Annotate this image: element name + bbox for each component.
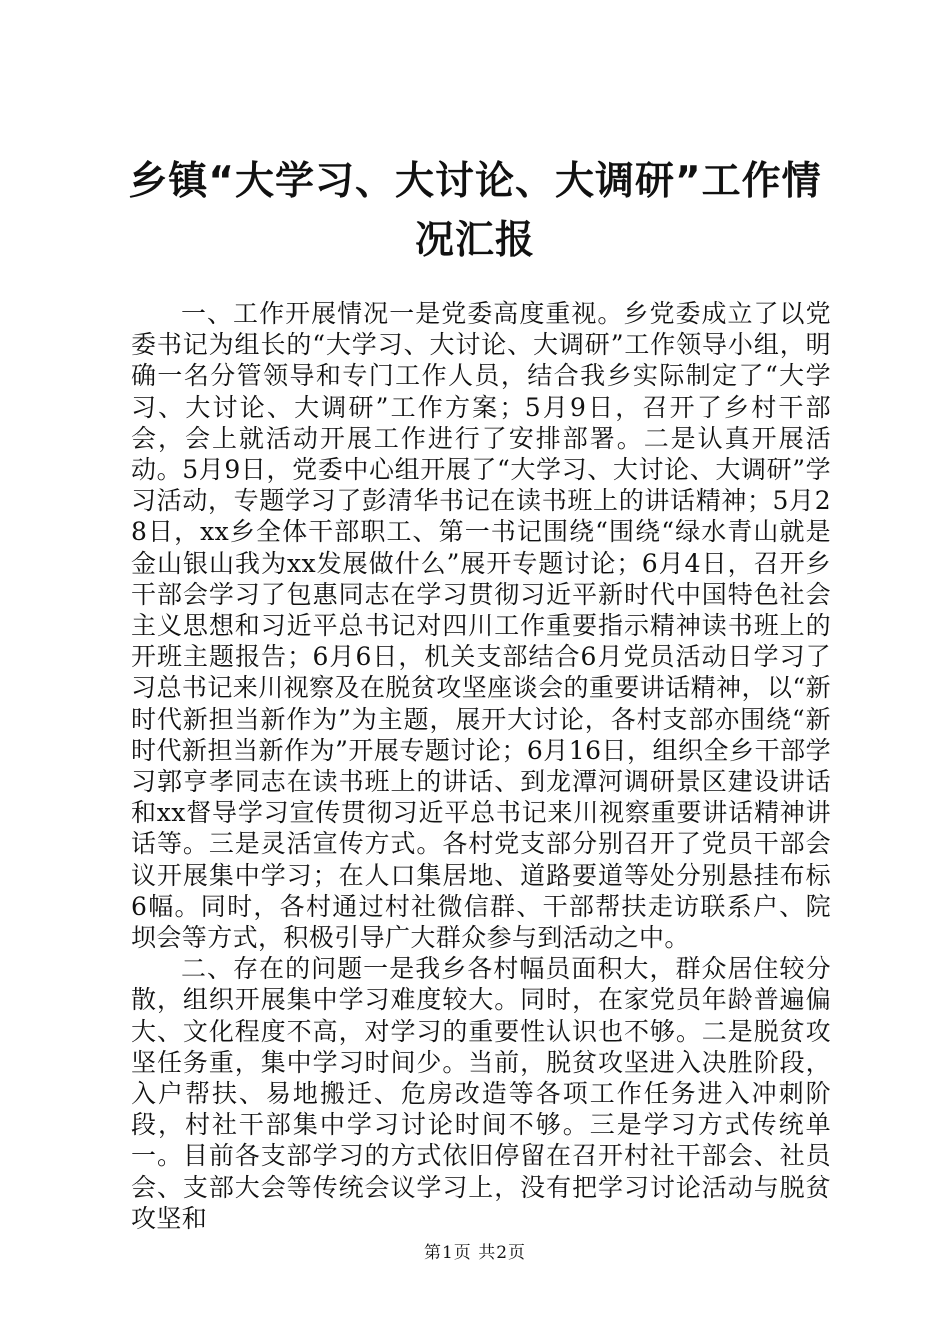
document-body (131, 298, 831, 1234)
page-footer: 第1页 共2页 (423, 1243, 527, 1263)
paragraph-existing-problems: 二、存在的问题一是我乡各村幅员面积大，群众居住较分散，组织开展集中学习难度较大。同时，在家党员年龄普遍偏大、文化程度不高，对学习的重要性认识也不够。二是脱贫攻坚任务重，集中学习时间少。当前，脱贫攻坚进入决胜阶段，入户帮扶、易地搬迁、危房改造等各项工作任务进入冲刺阶段，村社干部集中学习讨论时间不够。三是学习方式传统单一。目前各支部学习的方式依旧停留在召开村社干部会、社员会、支部大会等传统会议学习上，没有把学习讨论活动与脱贫攻坚和 (131, 954, 831, 1233)
document-title: 乡镇“大学习、大讨论、大调研”工作情况汇报 (128, 159, 822, 263)
paragraph-work-progress: 一、工作开展情况一是党委高度重视。乡党委成立了以党委书记为组长的“大学习、大讨论、大调研”工作领导小组，明确一名分管领导和专门工作人员，结合我乡实际制定了“大学习、大讨论、大调研”工作方案；5月9日，召开了乡村干部会，会上就活动开展工作进行了安排部署。二是认真开展活动。5月9日，党委中心组开展了“大学习、大讨论、大调研”学习活动，专题学习了彭清华书记在读书班上的讲话精神；5月28日，xx乡全体干部职工、第一书记围绕“围绕“绿水青山就是金山银山我为xx发展做什么”展开专题讨论；6月4日，召开乡干部会学习了包惠同志在学习贯彻习近平新时代中国特色社会主义思想和习近平总书记对四川工作重要指示精神读书班上的开班主题报告；6月6日，机关支部结合6月党员活动日学习了习总书记来川视察及在脱贫攻坚座谈会的重要讲话精神，以“新时代新担当新作为”为主题，展开大讨论，各村支部亦围绕“新时代新担当新作为”开展专题讨论；6月16日，组织全乡干部学习郭亨孝同志在读书班上的讲话、到龙潭河调研景区建设讲话和xx督导学习宣传贯彻习近平总书记来川视察重要讲话精神讲话等。三是灵活宣传方式。各村党支部分别召开了党员干部会议开展集中学习；在人口集居地、道路要道等处分别悬挂布标6幅。同时，各村通过村社微信群、干部帮扶走访联系户、院坝会等方式，积极引导广大群众参与到活动之中。 (131, 299, 831, 953)
